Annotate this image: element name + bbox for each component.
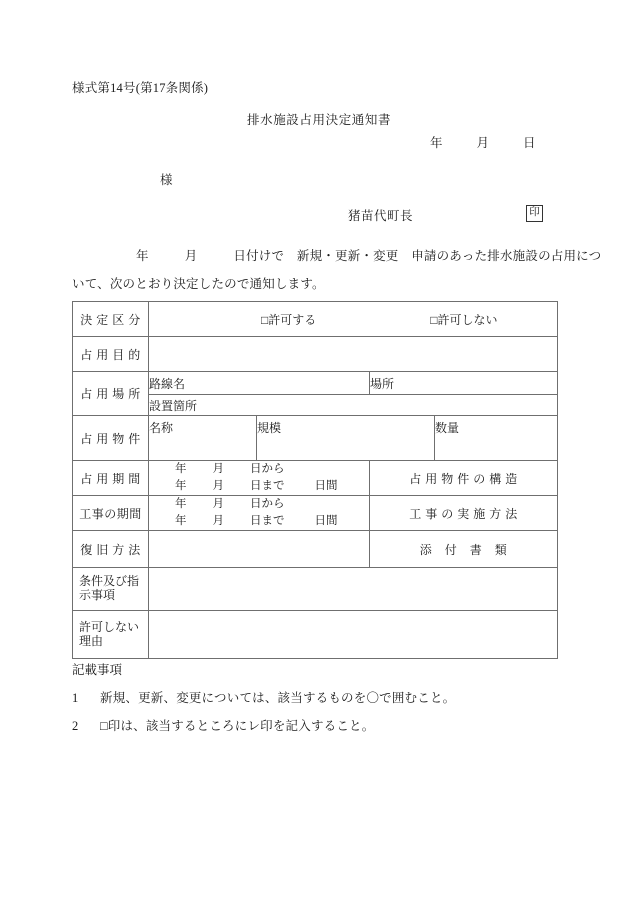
denial-reason-value[interactable]	[149, 611, 558, 659]
purpose-value[interactable]	[149, 337, 558, 372]
work-period-dates[interactable]	[149, 496, 370, 531]
issue-date-year: 年	[430, 136, 443, 150]
checkbox-permit[interactable]: □許可する	[261, 312, 317, 327]
addressee-honorific: 様	[160, 173, 173, 187]
issue-date-day: 日	[523, 136, 536, 150]
table-row-location-upper	[73, 372, 558, 395]
row-label-work-period: 工事の期間	[73, 496, 149, 531]
work-to-year: 年	[175, 515, 187, 527]
table-row-conditions	[73, 568, 558, 611]
occupy-from-year: 年	[175, 463, 187, 476]
work-to-month: 月	[212, 515, 224, 527]
table-row-occupy-period	[73, 461, 558, 496]
row-label-occupy-period: 占 用 期 間	[73, 461, 149, 496]
work-period-from	[149, 496, 369, 513]
row-label-denial-line1: 許可しない	[79, 619, 140, 634]
table-row-denial-reason	[73, 611, 558, 659]
location-install-header: 設置箇所	[149, 398, 198, 413]
footer-note-1-number: 1	[72, 691, 79, 705]
occupy-to-day: 日まで	[250, 480, 285, 492]
row-label-object: 占 用 物 件	[73, 416, 149, 461]
decision-options-cell	[149, 302, 558, 337]
footer-note-2-text: □印は、該当するところにレ印を記入すること。	[100, 719, 375, 733]
form-number: 様式第14号(第17条関係)	[72, 81, 209, 95]
row-label-restoration: 復 旧 方 法	[73, 531, 149, 568]
row-label-object-structure: 占 用 物 件 の 構 造	[370, 461, 558, 496]
row-label-conditions-line1: 条件及び指	[79, 574, 140, 589]
object-scale-cell[interactable]	[257, 416, 435, 461]
conditions-value[interactable]	[149, 568, 558, 611]
location-install-cell[interactable]	[149, 395, 558, 416]
occupy-duration: 日間	[314, 480, 338, 492]
row-label-purpose: 占 用 目 的	[73, 337, 149, 372]
footer-heading: 記載事項	[72, 663, 123, 677]
table-row-purpose	[73, 337, 558, 372]
footer-note-2	[72, 716, 374, 734]
object-scale-header: 規模	[257, 421, 282, 435]
body-year: 年	[136, 249, 149, 263]
row-label-conditions-line2: 示事項	[79, 588, 116, 602]
object-qty-cell[interactable]	[435, 416, 558, 461]
work-to-day: 日まで	[250, 515, 285, 527]
table-row-restoration	[73, 531, 558, 568]
row-label-work-method: 工 事 の 実 施 方 法	[370, 496, 558, 531]
occupy-to-month: 月	[212, 480, 224, 492]
work-from-year: 年	[175, 498, 187, 511]
row-label-conditions	[73, 568, 149, 611]
work-period-to	[149, 513, 369, 530]
table-row-work-period	[73, 496, 558, 531]
occupy-from-month: 月	[212, 463, 224, 476]
document-title: 排水施設占用決定通知書	[247, 113, 392, 127]
work-from-month: 月	[212, 498, 224, 511]
location-place-header: 場所	[370, 376, 395, 391]
issue-date-month: 月	[476, 136, 490, 150]
location-place-cell[interactable]	[370, 372, 558, 395]
decision-details-table	[72, 301, 558, 659]
occupy-to-year: 年	[175, 480, 187, 492]
object-name-header: 名称	[149, 421, 174, 435]
location-route-header: 路線名	[149, 376, 186, 391]
row-label-location: 占 用 場 所	[73, 372, 149, 416]
occupy-period-dates[interactable]	[149, 461, 370, 496]
occupy-period-to	[149, 478, 369, 495]
body-month: 月	[184, 249, 198, 263]
body-paragraph-line-2: いて、次のとおり決定したので通知します。	[72, 277, 325, 291]
seal-stamp-box: 印	[526, 205, 543, 222]
object-qty-header: 数量	[435, 421, 460, 435]
work-duration: 日間	[314, 515, 338, 527]
body-rest: 日付けで 新規・更新・変更 申請のあった排水施設の占用につ	[233, 249, 602, 263]
work-from-day: 日から	[250, 498, 285, 511]
footer-note-2-number: 2	[72, 719, 79, 733]
occupy-period-from	[149, 461, 369, 478]
body-paragraph-line-1	[136, 246, 601, 264]
restoration-value[interactable]	[149, 531, 370, 568]
table-row-object	[73, 416, 558, 461]
row-label-denial-reason	[73, 611, 149, 659]
footer-note-1	[72, 688, 455, 706]
location-route-cell[interactable]	[149, 372, 370, 395]
occupy-from-day: 日から	[250, 463, 285, 476]
table-row-decision	[73, 302, 558, 337]
checkbox-deny[interactable]: □許可しない	[430, 312, 498, 327]
object-name-cell[interactable]	[149, 416, 257, 461]
row-label-attachments: 添 付 書 類	[370, 531, 558, 568]
row-label-decision: 決 定 区 分	[73, 302, 149, 337]
footer-note-1-text: 新規、更新、変更については、該当するものを〇で囲むこと。	[100, 691, 456, 705]
issuer-name: 猪苗代町長	[348, 209, 414, 223]
row-label-denial-line2: 理由	[79, 633, 104, 648]
issue-date-line	[430, 133, 536, 151]
